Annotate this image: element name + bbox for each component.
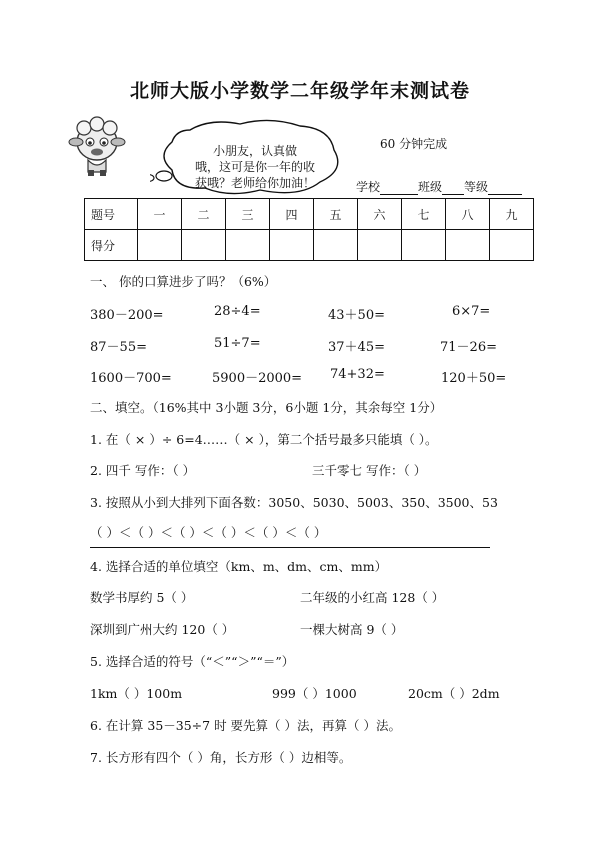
calc-item: 43＋50= bbox=[328, 308, 385, 323]
bubble-text-line: 哦，这可是你一年的收 bbox=[194, 160, 315, 174]
school-blank bbox=[380, 182, 418, 195]
question-3: 3. 按照从小到大排列下面各数：3050、5030、5003、350、3500、53 bbox=[90, 495, 498, 510]
page-title: 北师大版小学数学二年级学年末测试卷 bbox=[129, 80, 470, 102]
calc-item: 74+32= bbox=[330, 367, 385, 382]
score-cell bbox=[270, 230, 314, 261]
section1-title: 一、 你的口算进步了吗？（6%） bbox=[90, 274, 277, 289]
time-note: 60 分钟完成 bbox=[380, 137, 448, 151]
score-label: 得分 bbox=[85, 230, 138, 261]
column-header: 四 bbox=[270, 199, 314, 230]
score-cell bbox=[314, 230, 358, 261]
question-5c: 20cm（ ）2dm bbox=[408, 686, 500, 701]
school-label: 学校 bbox=[356, 180, 381, 194]
score-cell bbox=[138, 230, 182, 261]
column-header: 三 bbox=[226, 199, 270, 230]
sheep-mascot-icon bbox=[64, 112, 130, 178]
score-cell bbox=[226, 230, 270, 261]
column-header: 七 bbox=[402, 199, 446, 230]
score-cell bbox=[490, 230, 534, 261]
question-1: 1. 在（ × ）÷ 6=4……（ × ），第二个括号最多只能填（ ）。 bbox=[90, 432, 438, 447]
question-5: 5. 选择合适的符号（“＜”“＞”“＝”） bbox=[90, 654, 295, 669]
calc-item: 51÷7= bbox=[214, 336, 261, 351]
question-4b: 二年级的小红高 128（ ） bbox=[300, 590, 445, 605]
calc-item: 380－200= bbox=[90, 308, 164, 323]
question-7: 7. 长方形有四个（ ）角，长方形（ ）边相等。 bbox=[90, 750, 352, 765]
column-header: 六 bbox=[358, 199, 402, 230]
calc-item: 87－55= bbox=[90, 340, 147, 355]
class-label: 班级 bbox=[418, 180, 443, 194]
section2-title: 二、填空。（16%其中 3小题 3分，6小题 1分，其余每空 1分） bbox=[90, 400, 443, 415]
question-6: 6. 在计算 35－35÷7 时 要先算（ ）法，再算（ ）法。 bbox=[90, 718, 402, 733]
bubble-text-line: 小朋友，认真做 bbox=[212, 144, 297, 158]
student-info bbox=[356, 178, 522, 195]
column-header: 八 bbox=[446, 199, 490, 230]
grade-blank bbox=[488, 182, 522, 195]
column-header: 五 bbox=[314, 199, 358, 230]
question-4c: 深圳到广州大约 120（ ） bbox=[90, 622, 235, 637]
calc-item: 71－26= bbox=[440, 340, 497, 355]
column-header: 二 bbox=[182, 199, 226, 230]
score-cell bbox=[446, 230, 490, 261]
bubble-text-line: 获哦？老师给你加油！ bbox=[194, 176, 315, 190]
question-4d: 一棵大树高 9（ ） bbox=[300, 622, 404, 637]
question-2b: 三千零七 写作：（ ） bbox=[312, 463, 427, 478]
calc-item: 37＋45= bbox=[328, 340, 385, 355]
divider bbox=[90, 547, 490, 548]
score-table-score-row bbox=[85, 230, 534, 261]
question-5b: 999（ ）1000 bbox=[272, 686, 357, 701]
column-header: 九 bbox=[490, 199, 534, 230]
question-4: 4. 选择合适的单位填空（km、m、dm、cm、mm） bbox=[90, 559, 388, 574]
calc-item: 5900－2000= bbox=[212, 371, 303, 386]
calc-item: 6×7= bbox=[452, 304, 491, 319]
score-cell bbox=[402, 230, 446, 261]
question-4a: 数学书厚约 5（ ） bbox=[90, 590, 194, 605]
calc-item: 120＋50= bbox=[441, 371, 507, 386]
question-5a: 1km（ ）100m bbox=[90, 686, 183, 701]
question-2a: 2. 四千 写作：（ ） bbox=[90, 463, 196, 478]
score-table bbox=[84, 198, 534, 261]
header-label: 题号 bbox=[85, 199, 138, 230]
question-3-blanks: （ ）＜（ ）＜（ ）＜（ ）＜（ ）＜（ ） bbox=[90, 525, 327, 540]
column-header: 一 bbox=[138, 199, 182, 230]
calc-item: 1600－700= bbox=[90, 371, 172, 386]
score-cell bbox=[358, 230, 402, 261]
score-cell bbox=[182, 230, 226, 261]
calc-item: 28÷4= bbox=[214, 304, 261, 319]
class-blank bbox=[442, 182, 464, 195]
score-table-header-row bbox=[85, 199, 534, 230]
grade-label: 等级 bbox=[464, 180, 489, 194]
